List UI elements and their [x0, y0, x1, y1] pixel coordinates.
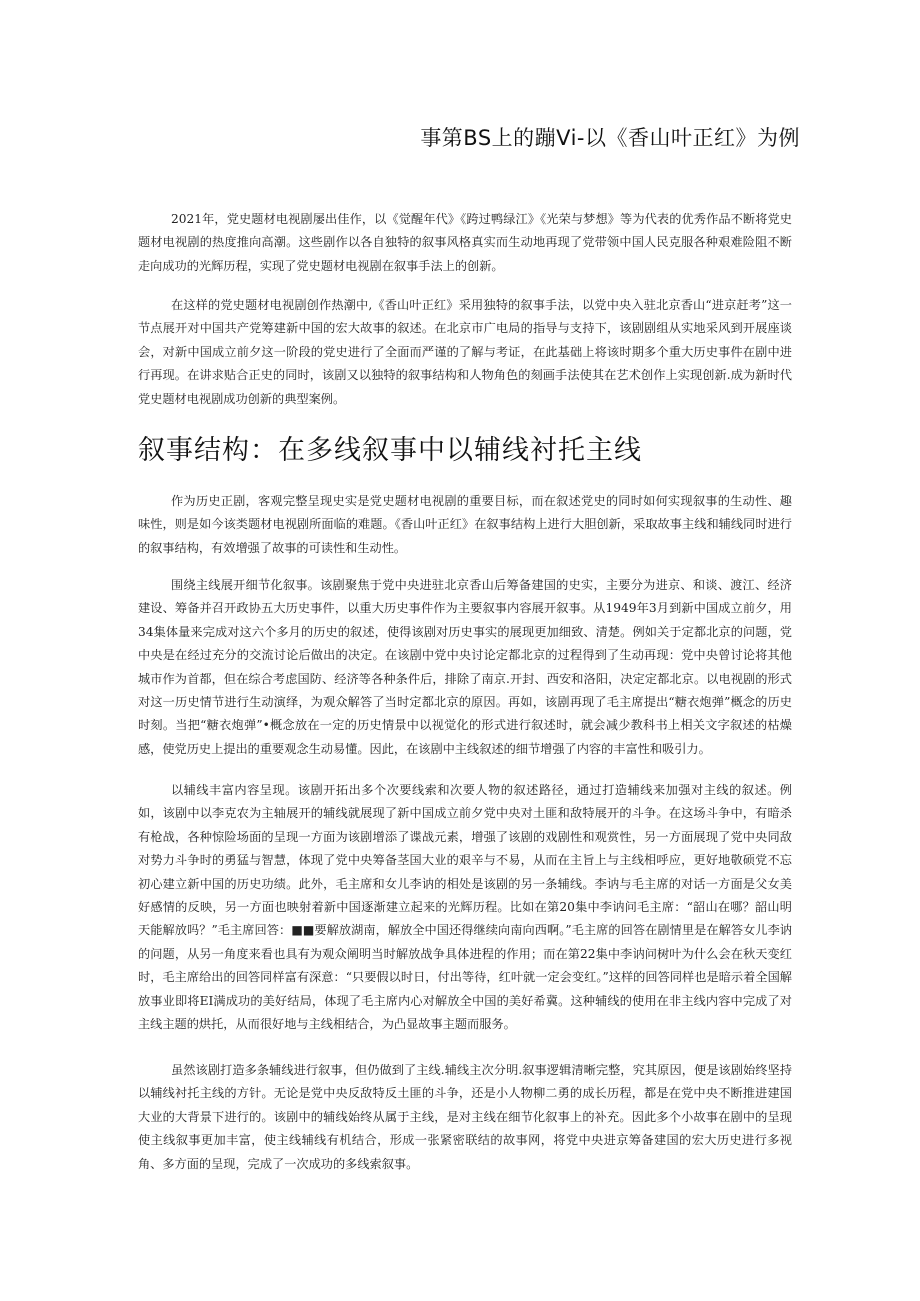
paragraph-3: 作为历史正剧，客观完整呈现史实是党史题材电视剧的重要目标，而在叙述党史的同时如何实现叙事的生动性、趣味性，则是如今该类题材电视剧所面临的难题。《香山叶正红》在叙事结构上进行大胆创新，采取故事主线和辅线同时进行的叙事结构，有效增强了故事的可读性和生动性。: [138, 494, 792, 555]
paragraph-6: 虽然该剧打造多条辅线进行叙事，但仍做到了主线.辅线主次分明.叙事逻辑清晰完整，究其原因，便是该剧始终坚持以辅线衬托主线的方针。无论是党中央反敌特反土匪的斗争，还是小人物柳二勇的成长历程，都是在党中央不断推进建国大业的大背景下进行的。该剧中的辅线始终从属于主线，是对主线在细节化叙事上的补充。因此多个小故事在剧中的呈现使主线叙事更加丰富，使主线辅线有机结合，形成一张紧密联结的故事网，将党中央进京筹备建国的宏大历史进行多视角、多方面的呈现，完成了一次成功的多线索叙事。: [138, 1063, 792, 1171]
paragraph-1: 2021年，党史题材电视剧屡出佳作，以《觉醒年代》《跨过鸭绿江》《光荣与梦想》等为代表的优秀作品不断将党史题材电视剧的热度推向高潮。这些剧作以各自独特的叙事风格真实而生动地再现了党带领中国人民克服各种艰难险阻不断走向成功的光辉历程，实现了党史题材电视剧在叙事手法上的创新。: [138, 212, 792, 273]
main-line-block: [138, 574, 792, 761]
paragraph-4: 围绕主线展开细节化叙事。该剧聚焦于党中央进驻北京香山后筹备建国的史实，主要分为进京、和谈、渡江、经济建设、筹备并召开政协五大历史事件，以重大历史事件作为主要叙事内容展开叙事。从1949年3月到新中国成立前夕，用34集体量来完成对这六个多月的历史的叙述，使得该剧对历史事实的展现更加细致、清楚。例如关于定都北京的问题，党中央是在经过充分的交流讨论后做出的决定。在该剧中党中央讨论定都北京的过程得到了生动再现：党中央曾讨论将其他城市作为首都，但在综合考虑国防、经济等各种条件后，排除了南京.开封、西安和洛阳，决定定都北京。以电视剧的形式对这一历史情节进行生动演绎，为观众解答了当时定都北京的原因。再如，该剧再现了毛主席提出“糖衣炮弹”概念的历史时刻。当把“糖衣炮弹”•概念放在一定的历史情景中以视觉化的形式进行叙述时，就会减少教科书上相关文字叙述的枯燥感，使党历史上提出的重要观念生动易懂。因此，在该剧中主线叙述的细节增强了内容的丰富性和吸引力。: [138, 578, 792, 756]
paragraph-2: 在这样的党史题材电视剧创作热潮中,《香山叶正红》采用独特的叙事手法，以党中央入驻北京香山“进京赶考”这一节点展开对中国共产党筹建新中国的宏大故事的叙述。在北京市广电局的指导与支持下，该剧剧组从实地采风到开展座谈会，对新中国成立前夕这一阶段的党史进行了全面而严谨的了解与考证，在此基础上将该时期多个重大历史事件在剧中进行再现。在讲求贴合正史的同时，该剧又以独特的叙事结构和人物角色的刻画手法使其在艺术创作上实现创新.成为新时代党史题材电视剧成功创新的典型案例。: [138, 298, 792, 406]
conclusion-block: [138, 1059, 792, 1176]
section-intro-block: [138, 490, 792, 560]
context-paragraph-block: [138, 294, 792, 411]
section-heading: 叙事结构：在多线叙事中以辅线衬托主线: [138, 435, 642, 466]
intro-paragraph-block: [138, 208, 792, 278]
document-title: 事第BS上的蹦Vi-以《香山叶正红》为例: [420, 126, 800, 150]
sub-line-block: [138, 779, 792, 1036]
paragraph-5: 以辅线丰富内容呈现。该剧开拓出多个次要线索和次要人物的叙述路径，通过打造辅线来加强对主线的叙述。例如，该剧中以李克农为主轴展开的辅线就展现了新中国成立前夕党中央对土匪和敌特展开的斗争。在这场斗争中，有暗杀有枪战，各种惊险场面的呈现一方面为该剧增添了谍战元素，增强了该剧的戏剧性和观赏性，另一方面展现了党中央同敌对势力斗争时的勇猛与智慧，体现了党中央筹备茎国大业的艰辛与不易，从而在主旨上与主线相呼应，更好地敬硕党不忘初心建立新中国的历史功绩。此外，毛主席和女儿李讷的相处是该剧的另一条辅线。李讷与毛主席的对话一方面是父女美好感情的反映，另一方面也映射着新中国逐渐建立起来的光辉历程。比如在第20集中李讷问毛主席：“韶山在哪？韶山明天能解放吗？”毛主席回答：■■要解放湖南，解放全中国还得继续向南向西啊。”毛主席的回答在剧情里是在解答女儿李讷的问题，从另一角度来看也具有为观众阐明当时解放战争具体进程的作用；而在第22集中李讷问树叶为什么会在秋天变红时，毛主席给出的回答同样富有深意：“只要假以时日，付出等待，红叶就一定会变红。”这样的回答同样也是暗示着全国解放事业即将EI满成功的美好结局，体现了毛主席内心对解放全中国的美好希冀。这种辅线的使用在非主线内容中完成了对主线主题的烘托，从而很好地与主线相结合，为凸显故事主题而服务。: [138, 783, 792, 1032]
